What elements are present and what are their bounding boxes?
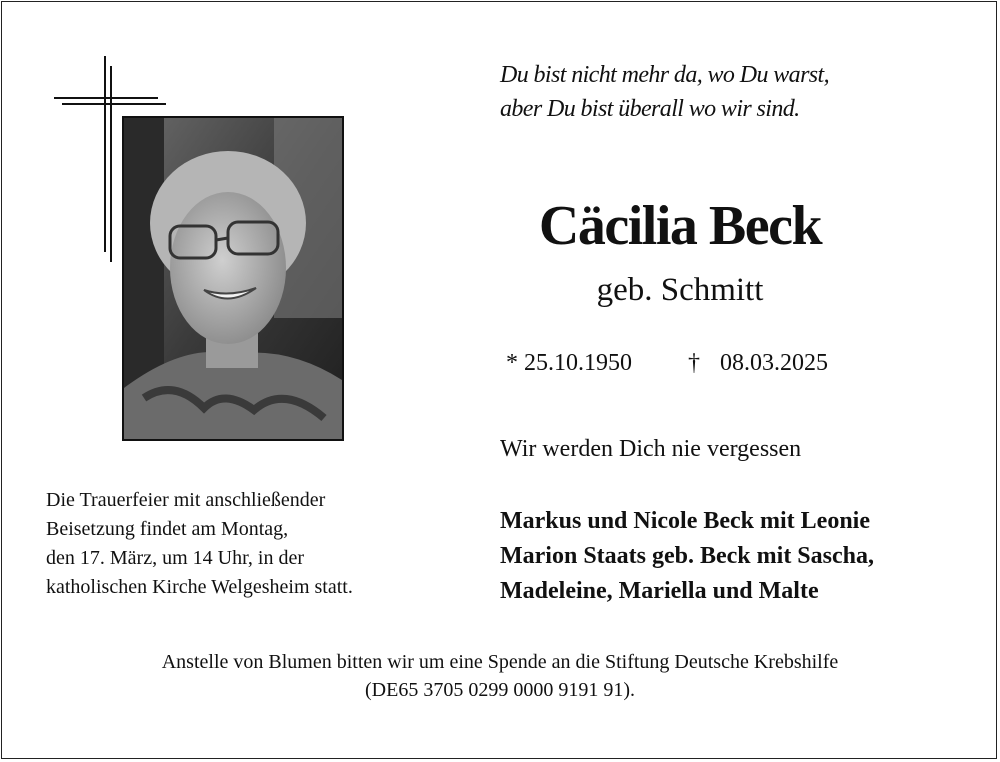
portrait-photo — [122, 116, 344, 441]
service-line: Beisetzung findet am Montag, — [46, 518, 289, 540]
service-line: den 17. März, um 14 Uhr, in der — [46, 547, 305, 569]
family-line: Markus und Nicole Beck mit Leonie — [500, 508, 870, 534]
donation-iban: (DE65 3705 0299 0000 9191 91). — [365, 679, 635, 701]
service-line: Die Trauerfeier mit anschließender — [46, 489, 326, 511]
motto-line: aber Du bist überall wo wir sind. — [500, 96, 800, 122]
death-date: 08.03.2025 — [720, 350, 828, 376]
donation-note — [0, 648, 1000, 704]
family-list — [500, 504, 874, 609]
motto-quote — [500, 58, 829, 126]
family-line: Marion Staats geb. Beck mit Sascha, — [500, 543, 874, 569]
birth-date: * 25.10.1950 — [506, 350, 632, 376]
motto-line: Du bist nicht mehr da, wo Du warst, — [500, 62, 830, 88]
death-cross-icon: † — [688, 350, 700, 376]
donation-line: Anstelle von Blumen bitten wir um eine Spende an die Stiftung Deutsche Krebshilfe — [161, 651, 839, 673]
family-line: Madeleine, Mariella und Malte — [500, 578, 819, 604]
deceased-name: Cäcilia Beck — [538, 195, 822, 257]
service-line: katholischen Kirche Welgesheim statt. — [46, 576, 353, 598]
maiden-name: geb. Schmitt — [596, 272, 764, 308]
remembrance-line: Wir werden Dich nie vergessen — [500, 436, 802, 462]
service-info — [46, 486, 353, 602]
